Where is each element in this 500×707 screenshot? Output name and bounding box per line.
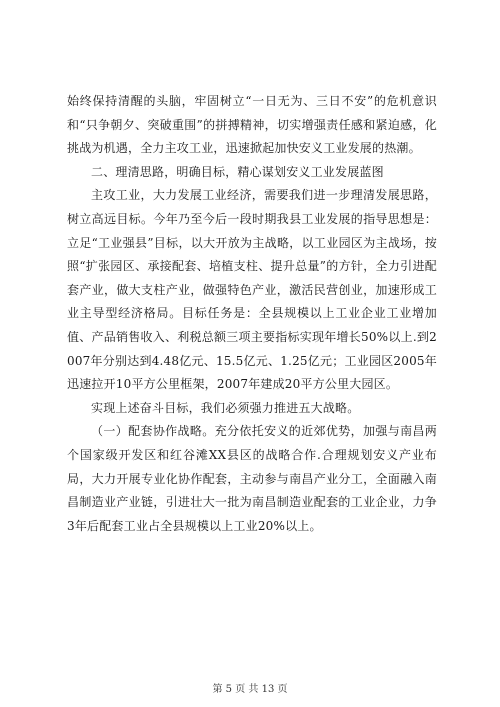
paragraph-3: 主攻工业，大力发展工业经济，需要我们进一步理清发展思路，树立高远目标。今年乃至今后一段时期我县工业发展的指导思想是：立足“工业强县”目标，以大开放为主战略，以工业园区为主战场，按照“扩张园区、承接配套、培植支柱、提升总量”的方针，全力引进配套产业，做大支柱产业，做强特色产业，激活民营创业，加速形成工业主导型经济格局。目标任务是：全县规模以上工业企业工业增加值、产品销售收入、利税总额三项主要指标实现年增长50%以上.到2007年分别达到4.48亿元、15.5亿元、1.25亿元；工业园区2005年迅速拉开10平方公里框架，2007年建成20平方公里大园区。 xyxy=(67,188,437,392)
document-body xyxy=(67,90,437,538)
paragraph-4: 实现上述奋斗目标，我们必须强力推进五大战略。 xyxy=(91,400,360,415)
section-heading: 二、理清思路，明确目标，精心谋划安义工业发展蓝图 xyxy=(91,164,384,179)
page-footer xyxy=(0,680,500,695)
paragraph-1: 始终保持清醒的头脑，牢固树立“一日无为、三日不安”的危机意识和“只争朝夕、突破重围”的拼搏精神，切实增强责任感和紧迫感，化挑战为机遇，全力主攻工业，迅速掀起加快安义工业发展的热潮。 xyxy=(67,94,437,156)
paragraph-5: （一）配套协作战略。充分依托安义的近郊优势，加强与南昌两个国家级开发区和红谷滩XX县区的战略合作.合理规划安义产业布局，大力开展专业化协作配套，主动参与南昌产业分工，全面融入南昌制造业产业链，引进壮大一批为南昌制造业配套的工业企业，力争3年后配套工业占全县规模以上工业20%以上。 xyxy=(67,424,437,533)
page-number: 第 5 页 共 13 页 xyxy=(212,684,288,695)
